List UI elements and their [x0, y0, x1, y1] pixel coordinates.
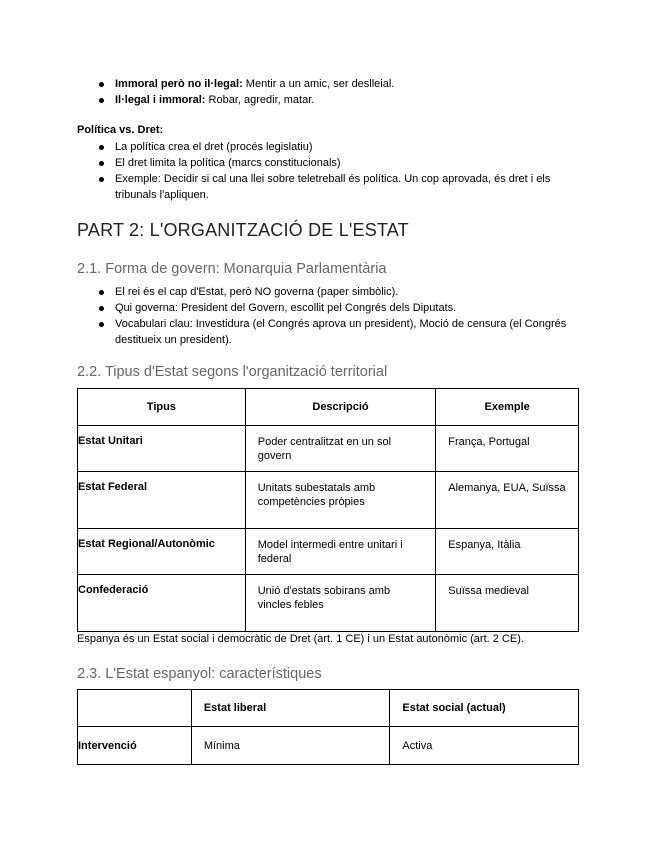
row-description: Unitats subestatals amb competències pròpies [257, 482, 376, 508]
table-header: Estat liberal [191, 690, 390, 727]
row-description: Unió d'estats sobirans amb vincles febles [257, 585, 391, 611]
table-row [78, 472, 579, 529]
list-item: Vocabulari clau: Investidura (el Congrés aprova un president), Moció de censura (el Congrés destitueix un president). [0, 316, 655, 348]
intro-list [0, 76, 655, 108]
row-description: Model intermedi entre unitari i federal [257, 539, 403, 565]
table-header: Tipus [78, 389, 246, 426]
table-header [78, 690, 192, 727]
list-item: Qui governa: President del Govern, escollit pel Congrés dels Diputats. [0, 300, 655, 316]
row-type: Estat Unitari [78, 435, 143, 447]
row-type: Estat Federal [78, 481, 148, 493]
row-example: Suïssa medieval [448, 585, 529, 597]
list-item: Exemple: Decidir si cal una llei sobre teletreball és política. Un cop aprovada, és dret i els tribunals l'apliquen. [0, 171, 655, 203]
politica-dret-list [0, 139, 655, 203]
list-item: El rei és el cap d'Estat, però NO governa (paper simbòlic). [0, 284, 655, 300]
list-item: La política crea el dret (procés legislatiu) [0, 139, 655, 155]
table-row [78, 727, 579, 765]
table-header-row [78, 389, 579, 426]
row-type: Confederació [78, 584, 149, 596]
table-header: Exemple [436, 389, 579, 426]
row-example: Alemanya, EUA, Suïssa [448, 482, 566, 494]
section-2-2-heading: 2.2. Tipus d'Estat segons l'organització territorial [77, 364, 388, 380]
row-value: Activa [402, 739, 433, 752]
section-2-1-heading: 2.1. Forma de govern: Monarquia Parlamentària [77, 261, 387, 277]
table-header: Estat social (actual) [390, 690, 579, 727]
row-type: Estat Regional/Autonòmic [78, 538, 215, 550]
row-value: Mínima [203, 739, 240, 752]
table-header: Descripció [245, 389, 436, 426]
row-example: França, Portugal [448, 436, 530, 448]
politica-dret-heading: Política vs. Dret: [77, 124, 164, 136]
section-2-3-heading: 2.3. L'Estat espanyol: característiques [77, 666, 322, 682]
table-row [78, 575, 579, 632]
row-example: Espanya, Itàlia [448, 539, 521, 551]
part2-heading: PART 2: L'ORGANITZACIÓ DE L'ESTAT [77, 220, 409, 240]
table-note: Espanya és un Estat social i democràtic de Dret (art. 1 CE) i un Estat autonòmic (art. 2 CE). [77, 633, 524, 645]
table-header-row [78, 690, 579, 727]
list-item: Immoral però no il·legal: Mentir a un amic, ser deslleial. [0, 76, 655, 92]
list-item: Il·legal i immoral: Robar, agredir, matar. [0, 92, 655, 108]
list-item: El dret limita la política (marcs constitucionals) [0, 155, 655, 171]
territorial-table [77, 388, 579, 632]
state-characteristics-table [77, 689, 579, 765]
row-description: Poder centralitzat en un sol govern [257, 436, 392, 462]
section-2-1-list [0, 284, 655, 348]
row-label: Intervenció [78, 739, 137, 752]
table-row [78, 426, 579, 472]
table-row [78, 529, 579, 575]
